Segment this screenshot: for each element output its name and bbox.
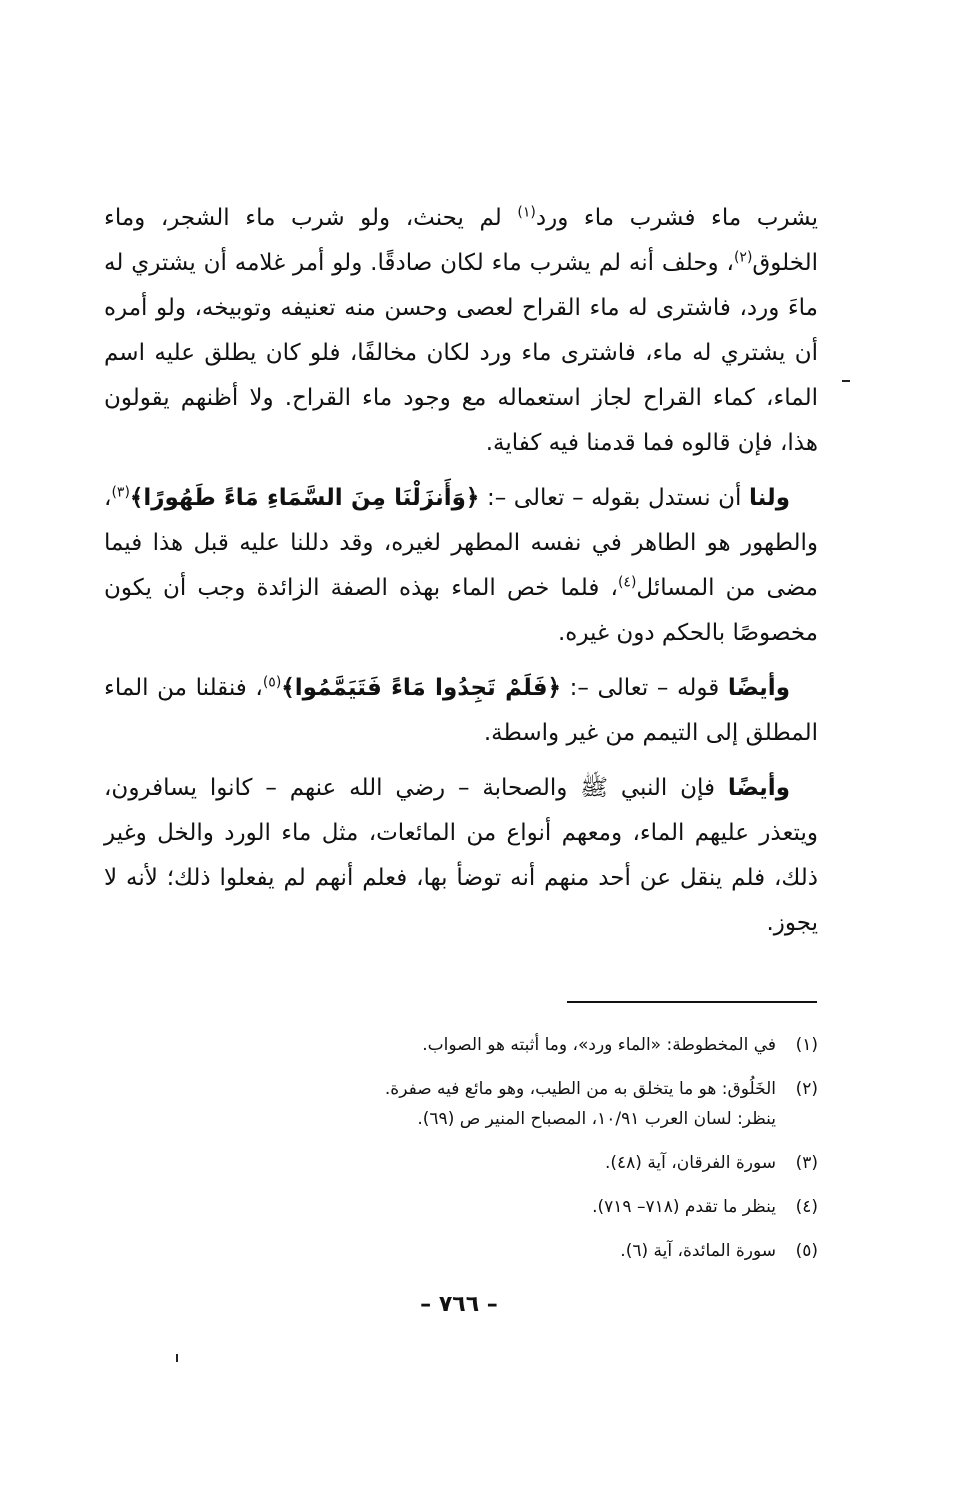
footnote-number: (٢) <box>795 1079 818 1099</box>
text-segment: ، فنقلنا من الماء المطلق إلى التيمم من غير واسطة. <box>104 675 818 746</box>
footnote-number: (٣) <box>795 1153 818 1173</box>
page-number: – ٧٦٦ – <box>420 1292 498 1317</box>
footnote-text: الخَلُوق: هو ما يتخلق به من الطيب، وهو مائع فيه صفرة. <box>384 1079 776 1099</box>
footnote-text: سورة الفرقان، آية (٤٨). <box>604 1153 776 1173</box>
text-segment: ، فلما خص الماء بهذه الصفة الزائدة وجب أن يكون مخصوصًا بالحكم دون غيره. <box>104 575 818 646</box>
footnote-text: سورة المائدة، آية (٦). <box>620 1241 776 1261</box>
text-segment: لم يحنث، ولو شرب ماء الشجر، وماء الخلوق <box>104 205 818 276</box>
footnote-text-continued: ينظر: لسان العرب ١٠/٩١، المصباح المنير ص (٦٩). <box>417 1109 776 1129</box>
quran-verse: ﴿فَلَمْ تَجِدُوا مَاءً فَتَيَمَّمُوا﴾ <box>281 675 562 701</box>
footnote-separator <box>567 1001 817 1003</box>
footnote-4 <box>300 1192 818 1222</box>
footnote-ref-3: (٣) <box>111 484 130 501</box>
paragraph-4 <box>104 766 818 946</box>
paragraph-2 <box>104 476 818 656</box>
main-text <box>104 196 818 946</box>
scan-mark <box>176 1354 178 1362</box>
footnote-number: (٥) <box>795 1241 818 1261</box>
paragraph-lead-word: وأيضًا <box>727 775 790 801</box>
text-segment: قوله – تعالى –: <box>561 675 728 701</box>
footnote-number: (١) <box>795 1035 818 1055</box>
paragraph-3 <box>104 666 818 756</box>
footnote-2 <box>300 1074 818 1134</box>
footnote-ref-2: (٢) <box>733 249 753 266</box>
footnote-3 <box>300 1148 818 1178</box>
footnote-text: ينظر ما تقدم (٧١٨– ٧١٩). <box>592 1197 776 1217</box>
footnotes <box>300 1030 818 1280</box>
text-segment: ، والطهور هو الطاهر في نفسه المطهر لغيره، وقد دللنا عليه قبل هذا فيما مضى من المسائل <box>104 485 818 601</box>
text-segment: يشرب ماء فشرب ماء ورد <box>535 205 818 231</box>
footnote-number: (٤) <box>795 1197 818 1217</box>
text-segment: أن نستدل بقوله – تعالى –: <box>479 485 750 511</box>
text-segment: ، وحلف أنه لم يشرب ماء لكان صادقًا. ولو أمر غلامه أن يشتري له ماءَ ورد، فاشترى له ماء القراح لعصى وحسن منه تعنيفه وتوبيخه، ولو أمره أن يشتري له ماء، فاشترى ماء ورد لكان مخالفًا، فلو كان يطلق عليه اسم الماء، كماء القراح لجاز استعماله مع وجود ماء القراح. ولا أظنهم يقولون هذا، فإن قالوه فما قدمنا فيه كفاية. <box>104 250 818 456</box>
paragraph-1 <box>104 196 818 466</box>
paragraph-lead-word: وأيضًا <box>727 675 790 701</box>
footnote-ref-5: (٥) <box>262 674 282 691</box>
footnote-body <box>300 1074 776 1134</box>
footnote-ref-1: (١) <box>517 204 536 221</box>
footnote-1 <box>300 1030 818 1060</box>
quran-verse: ﴿وَأَنزَلْنَا مِنَ السَّمَاءِ مَاءً طَهُورًا﴾ <box>129 485 480 511</box>
paragraph-lead-word: ولنا <box>749 485 790 511</box>
footnote-text: في المخطوطة: «الماء ورد»، وما أثبته هو الصواب. <box>422 1035 776 1055</box>
footnote-5 <box>300 1236 818 1266</box>
text-segment: فإن النبي ﷺ والصحابة – رضي الله عنهم – كانوا يسافرون، ويتعذر عليهم الماء، ومعهم أنواع من المائعات، مثل ماء الورد والخل وغير ذلك، فلم ينقل عن أحد منهم أنه توضأ بها، فعلم أنهم لم يفعلوا ذلك؛ لأنه لا يجوز. <box>104 775 818 936</box>
scan-mark <box>842 380 850 382</box>
footnote-ref-4: (٤) <box>617 574 637 591</box>
